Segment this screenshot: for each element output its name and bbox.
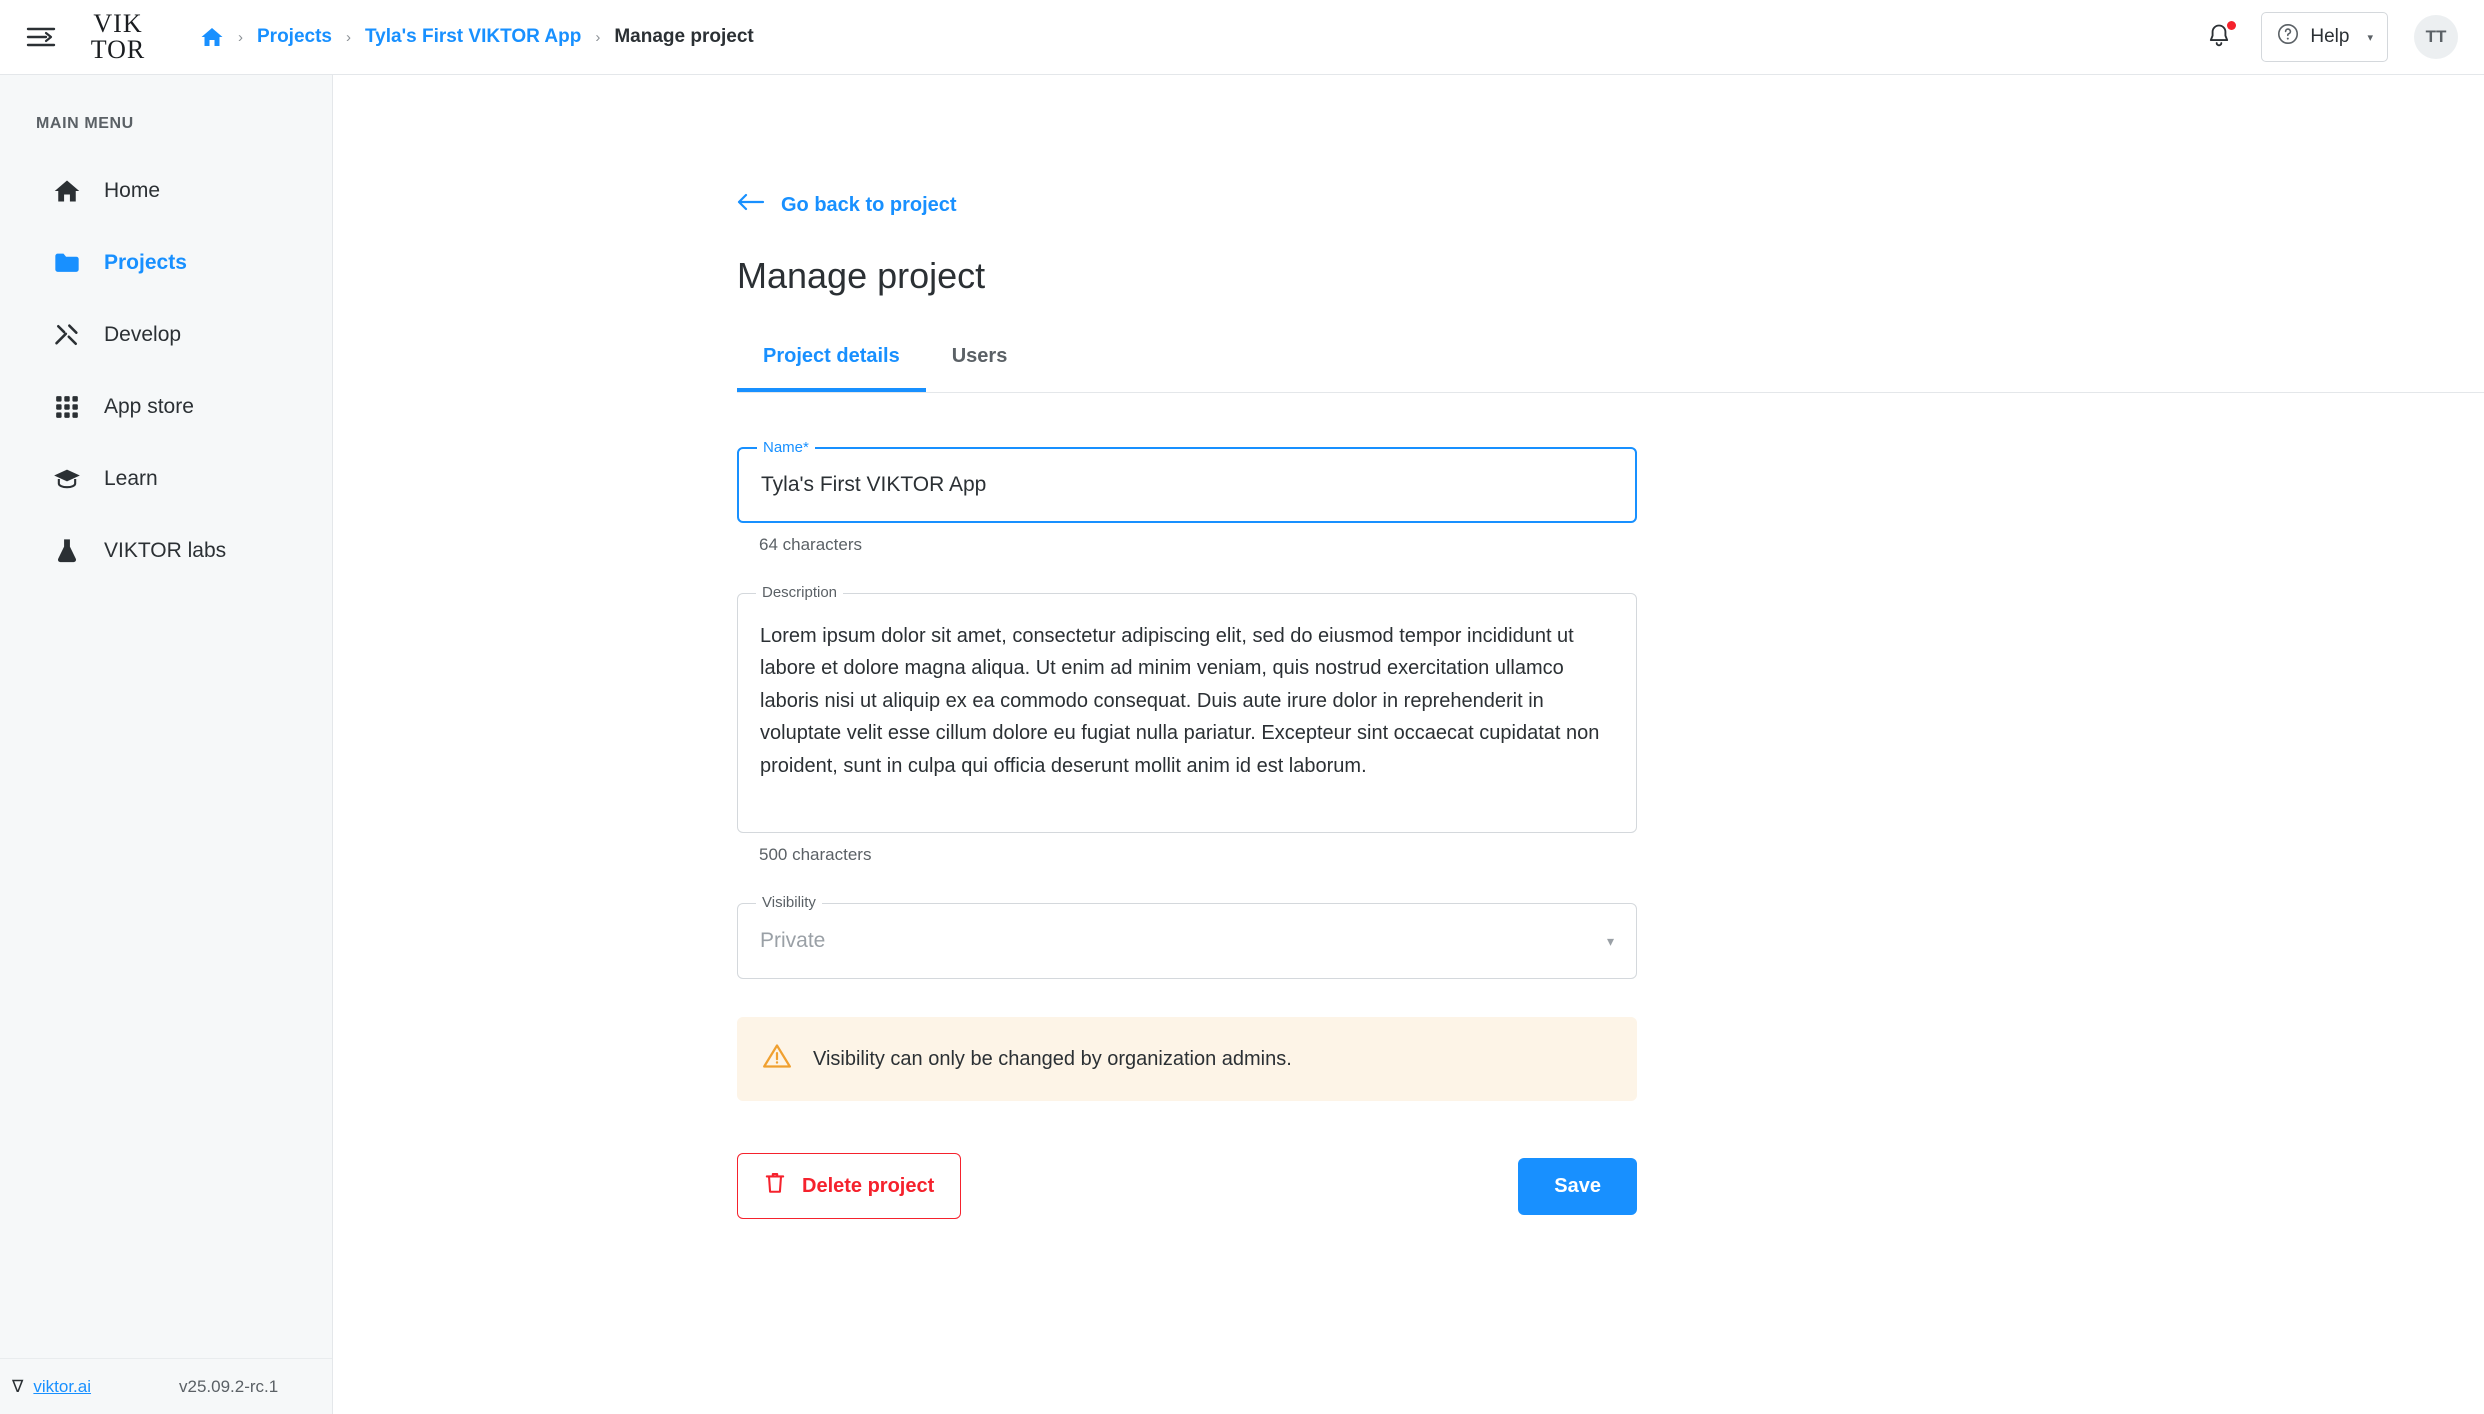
sidebar-section-title: MAIN MENU <box>36 115 134 132</box>
notifications-bell-icon[interactable] <box>2205 22 2235 52</box>
arrow-left-icon <box>737 193 765 217</box>
sidebar-item-label: App store <box>104 395 194 418</box>
home-icon <box>52 176 82 206</box>
graduation-cap-icon <box>52 464 82 494</box>
breadcrumb-separator: › <box>238 28 243 46</box>
sidebar-footer <box>0 1358 332 1414</box>
visibility-select[interactable] <box>737 894 1637 979</box>
alert-text: Visibility can only be changed by organization admins. <box>813 1047 1292 1070</box>
sidebar-item-learn[interactable] <box>0 443 332 515</box>
sidebar-item-app-store[interactable] <box>0 371 332 443</box>
hamburger-icon[interactable] <box>22 18 60 56</box>
page-title: Manage project <box>737 255 986 296</box>
flask-icon <box>52 536 82 566</box>
grid-icon <box>52 392 82 422</box>
notification-badge-dot <box>2227 21 2236 30</box>
body <box>0 75 2484 1414</box>
logo-line-1: VIK <box>93 9 143 38</box>
go-back-label: Go back to project <box>781 193 957 216</box>
sidebar-item-label: Projects <box>104 251 187 274</box>
chevron-down-icon: ▾ <box>2367 31 2373 44</box>
form-actions <box>737 1153 1637 1219</box>
folder-icon <box>52 248 82 278</box>
delete-project-button[interactable] <box>737 1153 961 1219</box>
viktor-mark-icon: ∇ <box>12 1376 24 1396</box>
logo-line-2: TOR <box>90 35 146 64</box>
warning-icon <box>763 1043 791 1075</box>
top-bar-actions <box>2205 12 2458 62</box>
sidebar-item-label: VIKTOR labs <box>104 539 227 562</box>
tools-icon <box>52 320 82 350</box>
breadcrumb-separator: › <box>345 28 351 46</box>
description-character-count: 500 characters <box>759 845 872 864</box>
sidebar-item-label: Home <box>104 179 161 202</box>
breadcrumb <box>200 26 754 48</box>
tabs <box>737 345 2484 393</box>
name-field[interactable] <box>737 439 1637 523</box>
help-button[interactable] <box>2261 12 2388 62</box>
project-details-form <box>737 439 1637 1219</box>
save-button[interactable]: Save <box>1518 1158 1637 1215</box>
avatar-initials: TT <box>2425 27 2447 46</box>
version-label: v25.09.2-rc.1 <box>179 1376 279 1396</box>
viktor-logo <box>82 11 154 63</box>
chevron-down-icon[interactable]: ▾ <box>1606 932 1614 949</box>
home-icon[interactable] <box>200 26 224 48</box>
delete-project-label: Delete project <box>802 1174 935 1197</box>
breadcrumb-item-projects[interactable]: Projects <box>257 26 332 47</box>
breadcrumb-item-current: Manage project <box>614 26 754 47</box>
go-back-to-project-link[interactable] <box>737 193 957 217</box>
name-input[interactable] <box>739 449 1635 521</box>
sidebar-item-projects[interactable] <box>0 227 332 299</box>
description-textarea[interactable]: Lorem ipsum dolor sit amet, consectetur adipiscing elit, sed do eiusmod tempor incididunt ut labore et dolore magna aliqua. Ut enim ad minim veniam, quis nostrud exercitation ullamco laboris nisi ut aliquip ex ea commodo consequat. Duis aute irure dolor in reprehenderit in voluptate velit esse cillum dolore eu fugiat nulla pariatur. Excepteur sint occaecat cupidatat non proident, sunt in culpa qui officia deserunt mollit anim id est laborum. <box>760 625 1605 777</box>
description-field-legend: Description <box>756 584 843 601</box>
name-character-count: 64 characters <box>759 535 862 554</box>
sidebar-item-viktor-labs[interactable] <box>0 515 332 587</box>
breadcrumb-separator: › <box>595 28 601 46</box>
top-bar <box>0 0 2484 75</box>
visibility-warning-alert <box>737 1017 1637 1101</box>
viktor-ai-link[interactable]: viktor.ai <box>33 1376 92 1396</box>
main-content <box>333 75 2484 1414</box>
sidebar-item-label: Develop <box>104 323 182 346</box>
help-label: Help <box>2310 26 2350 47</box>
description-field[interactable] <box>737 584 1637 833</box>
trash-icon <box>764 1171 786 1201</box>
sidebar <box>0 75 333 1414</box>
help-circle-icon <box>2276 22 2300 52</box>
tab-users[interactable]: Users <box>951 345 1008 367</box>
tab-project-details[interactable]: Project details <box>737 345 926 392</box>
sidebar-item-label: Learn <box>104 467 158 490</box>
sidebar-item-develop[interactable] <box>0 299 332 371</box>
visibility-selected-value: Private <box>760 929 826 952</box>
breadcrumb-item-app[interactable]: Tyla's First VIKTOR App <box>364 26 582 47</box>
sidebar-item-home[interactable] <box>0 155 332 227</box>
avatar[interactable] <box>2414 15 2458 59</box>
visibility-field-legend: Visibility <box>756 894 822 911</box>
name-field-legend: Name* <box>757 439 815 456</box>
